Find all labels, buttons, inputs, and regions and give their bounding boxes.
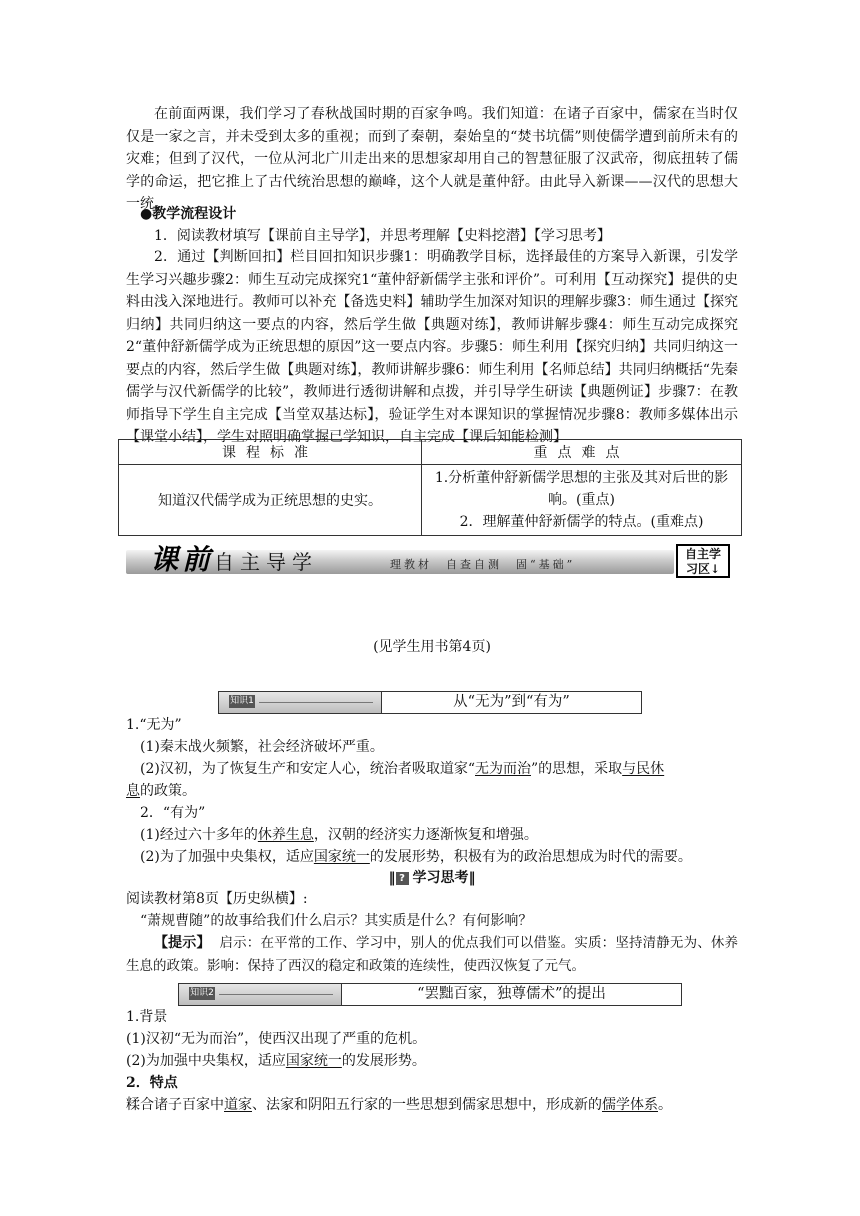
k2-heading-1: 1.背景 — [126, 1009, 168, 1025]
text: 的发展形势。 — [341, 1053, 426, 1069]
answer-underlined: 无为而治 — [475, 761, 531, 777]
text: (1)经过六十多年的 — [140, 827, 258, 843]
key-point-1: 1.分析董仲舒新儒学思想的主张及其对后世的影响。(重点) — [434, 470, 729, 508]
step-2-paragraph: 2．通过【判断回扣】栏目回扣知识步骤1：明确教学目标，选择最佳的方案导入新课，引发学生学习兴趣步骤2：师生互动完成探究1“董仲舒新儒学主张和评价”。可利用【互动探究】提供的史料由浅入深地进行。教师可以补充【备选史料】辅助学生加深对知识的理解步骤3：师生通过【探究归纳】共同归纳这一要点的内容，然后学生做【典题对练】，教师讲解步骤4：师生互动完成探究2“董仲舒新儒学成为正统思想的原因”这一要点内容。步骤5：师生利用【探究归纳】共同归纳这一要点的内容，然后学生做【典题对练】，教师讲解步骤6：师生利用【名师总结】共同归纳概括“先秦儒学与汉代新儒学的比较”，教师进行透彻讲解和点拨，并引导学生研读【典题例证】步骤7：在教师指导下学生自主完成【当堂双基达标】，验证学生对本课知识的掌握情况步骤8：教师多媒体出示【课堂小结】，学生对照明确掌握已学知识，自主完成【课后知能检测】 — [126, 249, 738, 445]
answer-underlined: 与民休 — [622, 761, 665, 777]
box-line-1: 自主学 — [684, 547, 721, 561]
table-header-row — [119, 440, 742, 465]
intro-paragraph: 在前面两课，我们学习了春秋战国时期的百家争鸣。我们知道：在诸子百家中，儒家在当时仅仅是一家之言，并未受到太多的重视；而到了秦朝，秦始皇的“焚书坑儒”则使儒学遭到前所未有的灾难；但到了汉代，一位从河北广川走出来的思想家却用自己的智慧征服了汉武帝，彻底扭转了儒学的命运，把它推上了古代统治思想的巅峰，这个人就是董仲舒。由此导入新课——汉代的思想大一统。 — [126, 106, 738, 212]
knowledge-2-title: “罢黜百家，独尊儒术”的提出 — [417, 986, 606, 1002]
cell-key-points — [422, 465, 742, 536]
k2-line-2 — [126, 1050, 738, 1072]
text: 。 — [658, 1097, 672, 1113]
hint-text: 启示：在平常的工作、学习中，别人的优点我们可以借鉴。实质：坚持清静无为、休养生息的政策。影响：保持了西汉的稳定和政策的连续性，使西汉恢复了元气。 — [126, 935, 739, 974]
answer-underlined: 休养生息 — [257, 827, 314, 843]
see-book-note: (见学生用书第4页) — [373, 639, 491, 655]
banner-big-text: 课前 — [150, 543, 215, 576]
knowledge-1-header — [218, 691, 642, 714]
knowledge-1-tag — [219, 692, 382, 713]
arrow-line — [259, 702, 373, 703]
study-think-heading — [126, 868, 738, 888]
table-row — [119, 465, 742, 536]
question-icon: ? — [396, 872, 409, 885]
k1-line-2 — [140, 758, 752, 780]
k2-line-1: (1)汉初“无为而治”，使西汉出现了严重的危机。 — [126, 1031, 427, 1047]
cell-standard: 知道汉代儒学成为正统思想的史实。 — [119, 465, 422, 536]
banner-subtitle: 理教材 自查自测 固“基础” — [390, 558, 576, 571]
answer-underlined: 国家统一 — [285, 1053, 342, 1069]
knowledge-2-tag-label: 知识2 — [190, 988, 214, 998]
text: (2)为了加强中央集权，适应 — [140, 849, 314, 865]
header-course-standard: 课程标准 — [119, 440, 422, 465]
k2-heading-2: 2．特点 — [126, 1075, 178, 1091]
k1-heading-1: 1.“无为” — [126, 717, 182, 733]
text: ，汉朝的经济实力逐渐恢复和增强。 — [313, 827, 538, 843]
answer-underlined: 儒学体系 — [602, 1097, 658, 1113]
text: 糅合诸子百家中 — [126, 1097, 224, 1113]
k1-line-3 — [140, 824, 752, 846]
answer-underlined: 道家 — [224, 1097, 252, 1113]
text: ”的思想，采取 — [531, 761, 623, 777]
standards-table — [118, 439, 742, 536]
text: 、法家和阴阳五行家的一些思想到儒家思想中，形成新的 — [252, 1097, 602, 1113]
study-think-label: 学习思考 — [412, 870, 469, 886]
text: (2)为加强中央集权，适应 — [126, 1053, 286, 1069]
text: (2)汉初，为了恢复生产和安定人心，统治者吸取道家“ — [140, 761, 475, 777]
hint-label: 【提示】 — [154, 935, 211, 951]
think-line-1: 阅读教材第8页【历史纵横】: — [126, 891, 308, 907]
box-line-2: 习区↓ — [685, 562, 721, 576]
step-1: 1．阅读教材填写【课前自主导学】，并思考理解【史料挖潜】【学习思考】 — [154, 228, 611, 244]
think-line-2: “萧规曹随”的故事给我们什么启示？其实质是什么？有何影响？ — [140, 913, 533, 929]
knowledge-2-header — [178, 983, 682, 1006]
knowledge-1-title: 从“无为”到“有为” — [453, 694, 570, 710]
section-banner — [126, 542, 738, 582]
design-heading: ●教学流程设计 — [140, 206, 237, 222]
k2-line-3 — [126, 1094, 738, 1116]
knowledge-1-tag-label: 知识1 — [230, 696, 254, 706]
k1-line-4 — [140, 846, 752, 868]
bar-right: ‖ — [468, 870, 476, 886]
text: 的发展形势，积极有为的政治思想成为时代的需要。 — [369, 849, 692, 865]
arrow-line — [219, 994, 333, 995]
knowledge-2-tag — [179, 984, 342, 1005]
hint-paragraph — [126, 932, 738, 978]
k1-heading-2: 2．“有为” — [140, 805, 206, 821]
self-study-box — [676, 544, 730, 578]
banner-title: 自主导学 — [214, 550, 318, 574]
answer-underlined: 国家统一 — [313, 849, 370, 865]
text: 的政策。 — [140, 783, 196, 799]
k1-line-1: (1)秦末战火频繁，社会经济破坏严重。 — [140, 739, 384, 755]
answer-underlined: 息 — [126, 783, 140, 799]
k1-line-2-cont — [126, 780, 738, 802]
key-point-2: 2．理解董仲舒新儒学的特点。(重难点) — [459, 514, 704, 530]
bar-left: ‖ — [388, 870, 396, 886]
header-key-points: 重点难点 — [422, 440, 742, 465]
